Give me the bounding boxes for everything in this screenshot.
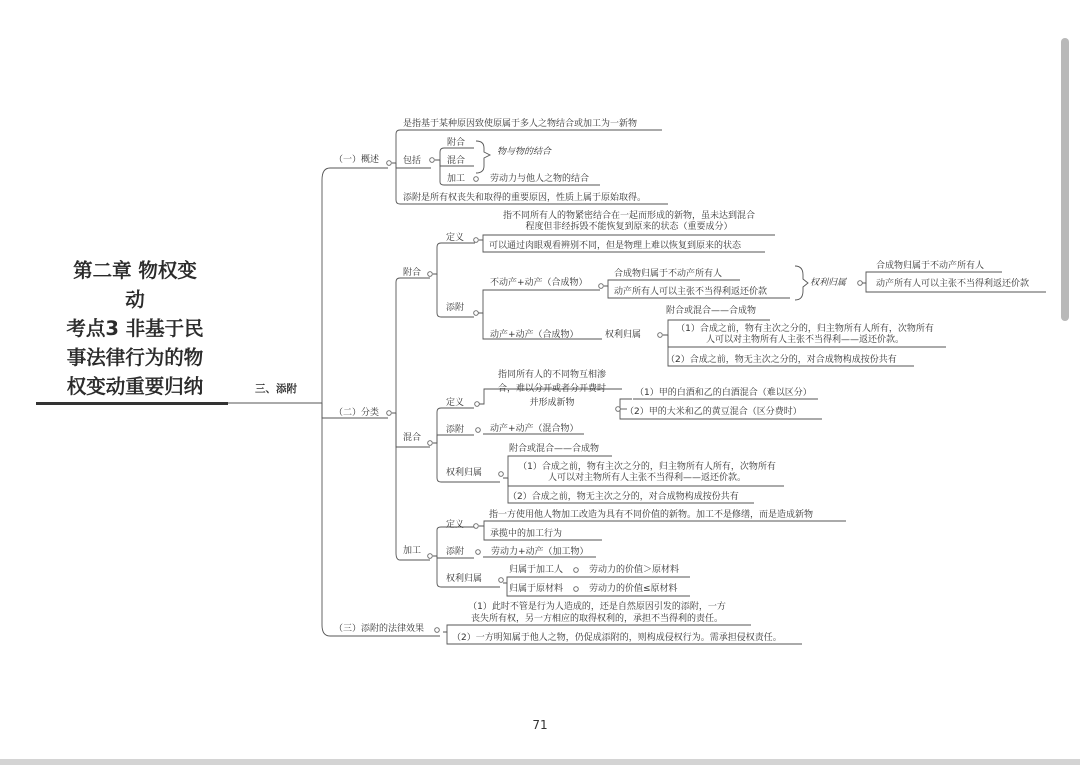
ownership-material: 归属于原材料 (509, 584, 564, 594)
overview-node: （一）概述 (334, 155, 380, 165)
bottom-edge-bar (0, 759, 1080, 765)
mixture-rights-label: 权利归属 (446, 468, 483, 478)
includes-processing: 加工 (447, 174, 466, 184)
root-node: 三、添附 (255, 383, 297, 395)
attachment-def-label: 定义 (446, 233, 465, 243)
processing-rights-label: 权利归属 (446, 574, 483, 584)
right-2: 动产所有人可以主张不当得利返还价款 (876, 279, 1030, 289)
mixture-right-1: 附合或混合——合成物 (509, 444, 600, 454)
attachment-def-line2: 程度但非经拆毁不能恢复到原来的状态（重要成分） (525, 222, 733, 232)
processing-node: 加工 (403, 546, 422, 556)
attachment-def-line1: 指不同所有人的物紧密结合在一起而形成的新物，虽未达到混合 (502, 211, 755, 221)
movable-right-1: 附合或混合——合成物 (666, 306, 757, 316)
includes-note: 物与物的结合 (497, 147, 552, 157)
overview-nature: 添附是所有权丧失和取得的重要原因，性质上属于原始取得。 (403, 193, 647, 203)
page-number: 71 (532, 718, 548, 732)
title-line: 事法律行为的物 (66, 346, 204, 369)
title-line: 考点3 非基于民 (66, 317, 204, 340)
includes-attachment: 附合 (447, 138, 466, 148)
movable-node: 动产+动产（合成物） (490, 330, 579, 340)
title-line: 权变动重要归纳 (66, 375, 204, 398)
processing-add: 劳动力+动产（加工物） (491, 547, 589, 557)
ownership-processor: 归属于加工人 (509, 565, 564, 575)
processing-def-2: 承揽中的加工行为 (490, 529, 563, 539)
legal-effect-node: （三）添附的法律效果 (334, 624, 425, 634)
movable-right-3: （2）合成之前，物无主次之分的，对合成物构成按份共有 (666, 355, 897, 365)
title-line: 动 (125, 288, 145, 311)
attachment-node: 附合 (403, 268, 422, 278)
movable-right-2a: （1）合成之前，物有主次之分的，归主物所有人所有，次物所有 (676, 324, 934, 334)
immovable-node: 不动产+动产（合成物） (490, 278, 588, 288)
mixture-add: 动产+动产（混合物） (490, 424, 579, 434)
attachment-def2: 可以通过肉眼观看辨别不同，但是物理上难以恢复到原来的状态 (489, 241, 742, 251)
title-line: 第二章 物权变 (73, 259, 197, 282)
legal-effect-2: （2）一方明知属于他人之物，仍促成添附的，则构成侵权行为。需承担侵权责任。 (452, 633, 782, 643)
processing-note: 劳动力与他人之物的结合 (490, 174, 590, 184)
ownership-material-value: 劳动力的价值≤原材料 (589, 584, 678, 594)
mixture-example-1: （1）甲的白酒和乙的白酒混合（难以区分） (635, 388, 812, 398)
mixture-add-label: 添附 (446, 425, 465, 435)
rights-attribution-italic: 权利归属 (810, 278, 847, 288)
mixture-def-3: 并形成新物 (529, 398, 575, 408)
mixture-right-2b: 人可以对主物所有人主张不当得利——返还价款。 (547, 473, 746, 483)
includes-node: 包括 (403, 156, 422, 166)
includes-mixture: 混合 (447, 156, 466, 166)
mixture-right-2a: （1）合成之前，物有主次之分的，归主物所有人所有，次物所有 (518, 462, 776, 472)
mixture-node: 混合 (403, 433, 422, 443)
mixture-def-2: 合，难以分开或者分开费时 (497, 384, 606, 394)
movable-rights-label: 权利归属 (605, 330, 642, 340)
mixture-example-2: （2）甲的大米和乙的黄豆混合（区分费时） (625, 407, 802, 417)
processing-def-1: 指一方使用他人物加工改造为具有不同价值的新物。加工不是修缮，而是造成新物 (489, 510, 814, 520)
processing-def-label: 定义 (446, 520, 465, 530)
movable-right-2b: 人可以对主物所有人主张不当得利——返还价款。 (705, 335, 904, 345)
vertical-scrollbar-thumb[interactable] (1061, 38, 1069, 321)
attachment-add-label: 添附 (446, 303, 465, 313)
legal-effect-1b: 丧失所有权，另一方相应的取得权利的，承担不当得利的责任。 (470, 614, 723, 624)
ownership-processor-value: 劳动力的价值＞原材料 (589, 565, 680, 575)
mixture-def-label: 定义 (446, 398, 465, 408)
immovable-ownership-2: 动产所有人可以主张不当得利返还价款 (614, 287, 768, 297)
immovable-ownership-1: 合成物归属于不动产所有人 (614, 269, 723, 279)
classification-node: （二）分类 (334, 408, 380, 418)
legal-effect-1a: （1）此时不管是行为人造成的，还是自然原因引发的添附，一方 (468, 602, 726, 612)
right-1: 合成物归属于不动产所有人 (876, 261, 985, 271)
processing-add-label: 添附 (446, 547, 465, 557)
mixture-right-3: （2）合成之前，物无主次之分的，对合成物构成按份共有 (508, 492, 739, 502)
overview-definition: 是指基于某种原因致使原属于多人之物结合或加工为一新物 (403, 119, 638, 129)
mixture-def-1: 指同所有人的不同物互相渗 (497, 370, 606, 380)
